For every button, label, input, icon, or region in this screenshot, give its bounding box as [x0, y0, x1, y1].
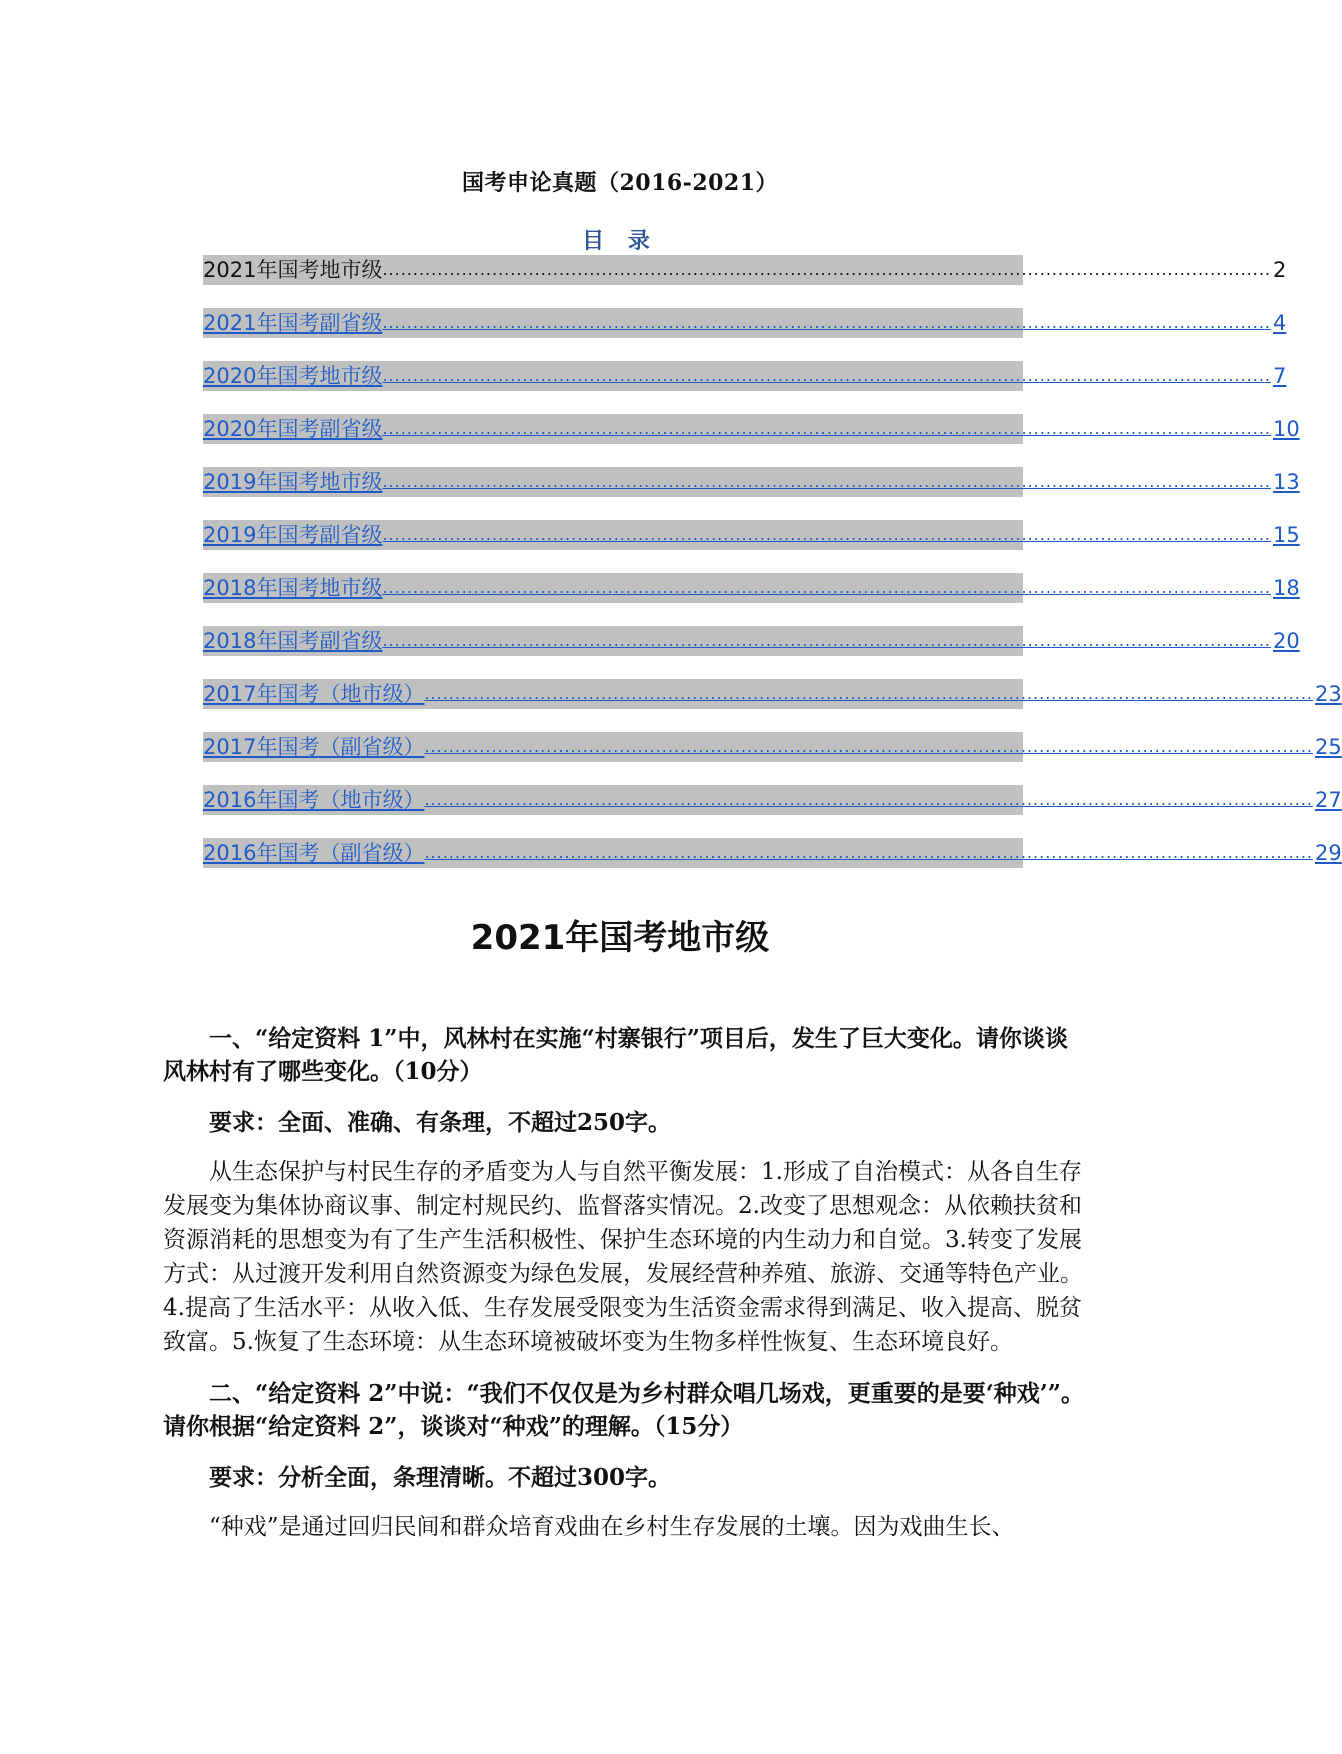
toc-entry-2020-city[interactable]	[203, 361, 1287, 391]
question-1-answer: 从生态保护与村民生存的矛盾变为人与自然平衡发展：1.形成了自治模式：从各自生存发展变为集体协商议事、制定村规民约、监督落实情况。2.改变了思想观念：从依赖扶贫和资源消耗的思想变为有了生产生活积极性、保护生态环境的内生动力和自觉。3.转变了发展方式：从过渡开发利用自然资源变为绿色发展，发展经营种养殖、旅游、交通等特色产业。4.提高了生活水平：从收入低、生存发展受限变为生活资金需求得到满足、收入提高、脱贫致富。5.恢复了生态环境：从生态环境被破坏变为生物多样性恢复、生态环境良好。	[163, 1159, 1083, 1355]
toc-leader-dots: ..................................................................................................................................................	[424, 790, 1313, 809]
toc-entry-label: 2020年国考副省级	[203, 417, 383, 441]
toc-leader-dots: ..................................................................................................................................................	[382, 313, 1271, 332]
toc-entry-2020-province[interactable]	[203, 414, 1300, 444]
toc-entry-label: 2017年国考（副省级）	[203, 735, 425, 759]
question-1: 一、“给定资料 1”中，风林村在实施“村寨银行”项目后，发生了巨大变化。请你谈谈风林村有了哪些变化。（10分）	[163, 1025, 1068, 1085]
toc-entry-page: 4	[1273, 311, 1287, 335]
toc-entry-label: 2017年国考（地市级）	[203, 682, 425, 706]
toc-entry-page: 13	[1273, 470, 1300, 494]
question-1-requirement: 要求：全面、准确、有条理，不超过250字。	[209, 1109, 672, 1136]
toc-leader-dots: ..................................................................................................................................................	[382, 525, 1271, 544]
toc-leader-dots: ..................................................................................................................................................	[382, 260, 1271, 279]
toc-entry-2016-city[interactable]	[203, 785, 1342, 815]
toc-entry-2017-city[interactable]	[203, 679, 1342, 709]
section-title: 2021年国考地市级	[470, 918, 770, 958]
toc-leader-dots: ..................................................................................................................................................	[424, 684, 1313, 703]
toc-entry-label: 2018年国考地市级	[203, 576, 383, 600]
toc-entry-page: 20	[1273, 629, 1300, 653]
toc-entry-page: 15	[1273, 523, 1300, 547]
section-content	[163, 1022, 1088, 1562]
toc-entry-label: 2016年国考（副省级）	[203, 841, 425, 865]
question-2-answer: “种戏”是通过回归民间和群众培育戏曲在乡村生存发展的土壤。因为戏曲生长、	[209, 1514, 1015, 1540]
toc-entry-label: 2019年国考地市级	[203, 470, 383, 494]
toc-entry-page: 18	[1273, 576, 1300, 600]
toc-entry-label: 2021年国考地市级	[203, 258, 383, 282]
toc-leader-dots: ..................................................................................................................................................	[382, 578, 1271, 597]
toc-entry-label: 2018年国考副省级	[203, 629, 383, 653]
toc-entry-2018-city[interactable]	[203, 573, 1300, 603]
toc-leader-dots: ..................................................................................................................................................	[382, 631, 1271, 650]
toc-heading: 目 录	[582, 229, 658, 254]
toc-entry-2019-city[interactable]	[203, 467, 1300, 497]
toc-entry-label: 2020年国考地市级	[203, 364, 383, 388]
toc-leader-dots: ..................................................................................................................................................	[382, 366, 1271, 385]
toc-entry-2018-province[interactable]	[203, 626, 1300, 656]
toc-leader-dots: ..................................................................................................................................................	[424, 843, 1313, 862]
toc-entry-2016-province[interactable]	[203, 838, 1342, 868]
toc-entry-page: 27	[1315, 788, 1342, 812]
question-2: 二、“给定资料 2”中说：“我们不仅仅是为乡村群众唱几场戏，更重要的是要‘种戏’”。请你根据“给定资料 2”，谈谈对“种戏”的理解。（15分）	[163, 1380, 1084, 1440]
toc-leader-dots: ..................................................................................................................................................	[382, 472, 1271, 491]
question-2-requirement: 要求：分析全面，条理清晰。不超过300字。	[209, 1464, 672, 1491]
table-of-contents	[203, 255, 1342, 891]
toc-entry-label: 2016年国考（地市级）	[203, 788, 425, 812]
toc-entry-label: 2019年国考副省级	[203, 523, 383, 547]
toc-entry-2017-province[interactable]	[203, 732, 1342, 762]
toc-entry-page: 29	[1315, 841, 1342, 865]
toc-entry-2019-province[interactable]	[203, 520, 1300, 550]
toc-entry-page: 2	[1273, 258, 1287, 282]
toc-entry-label: 2021年国考副省级	[203, 311, 383, 335]
document-title: 国考申论真题（2016-2021）	[461, 170, 779, 196]
toc-leader-dots: ..................................................................................................................................................	[424, 737, 1313, 756]
toc-leader-dots: ..................................................................................................................................................	[382, 419, 1271, 438]
toc-entry-page: 7	[1273, 364, 1287, 388]
toc-entry-2021-province[interactable]	[203, 308, 1287, 338]
toc-entry-page: 25	[1315, 735, 1342, 759]
toc-entry-page: 10	[1273, 417, 1300, 441]
toc-entry-2021-city[interactable]	[203, 255, 1287, 285]
toc-entry-page: 23	[1315, 682, 1342, 706]
